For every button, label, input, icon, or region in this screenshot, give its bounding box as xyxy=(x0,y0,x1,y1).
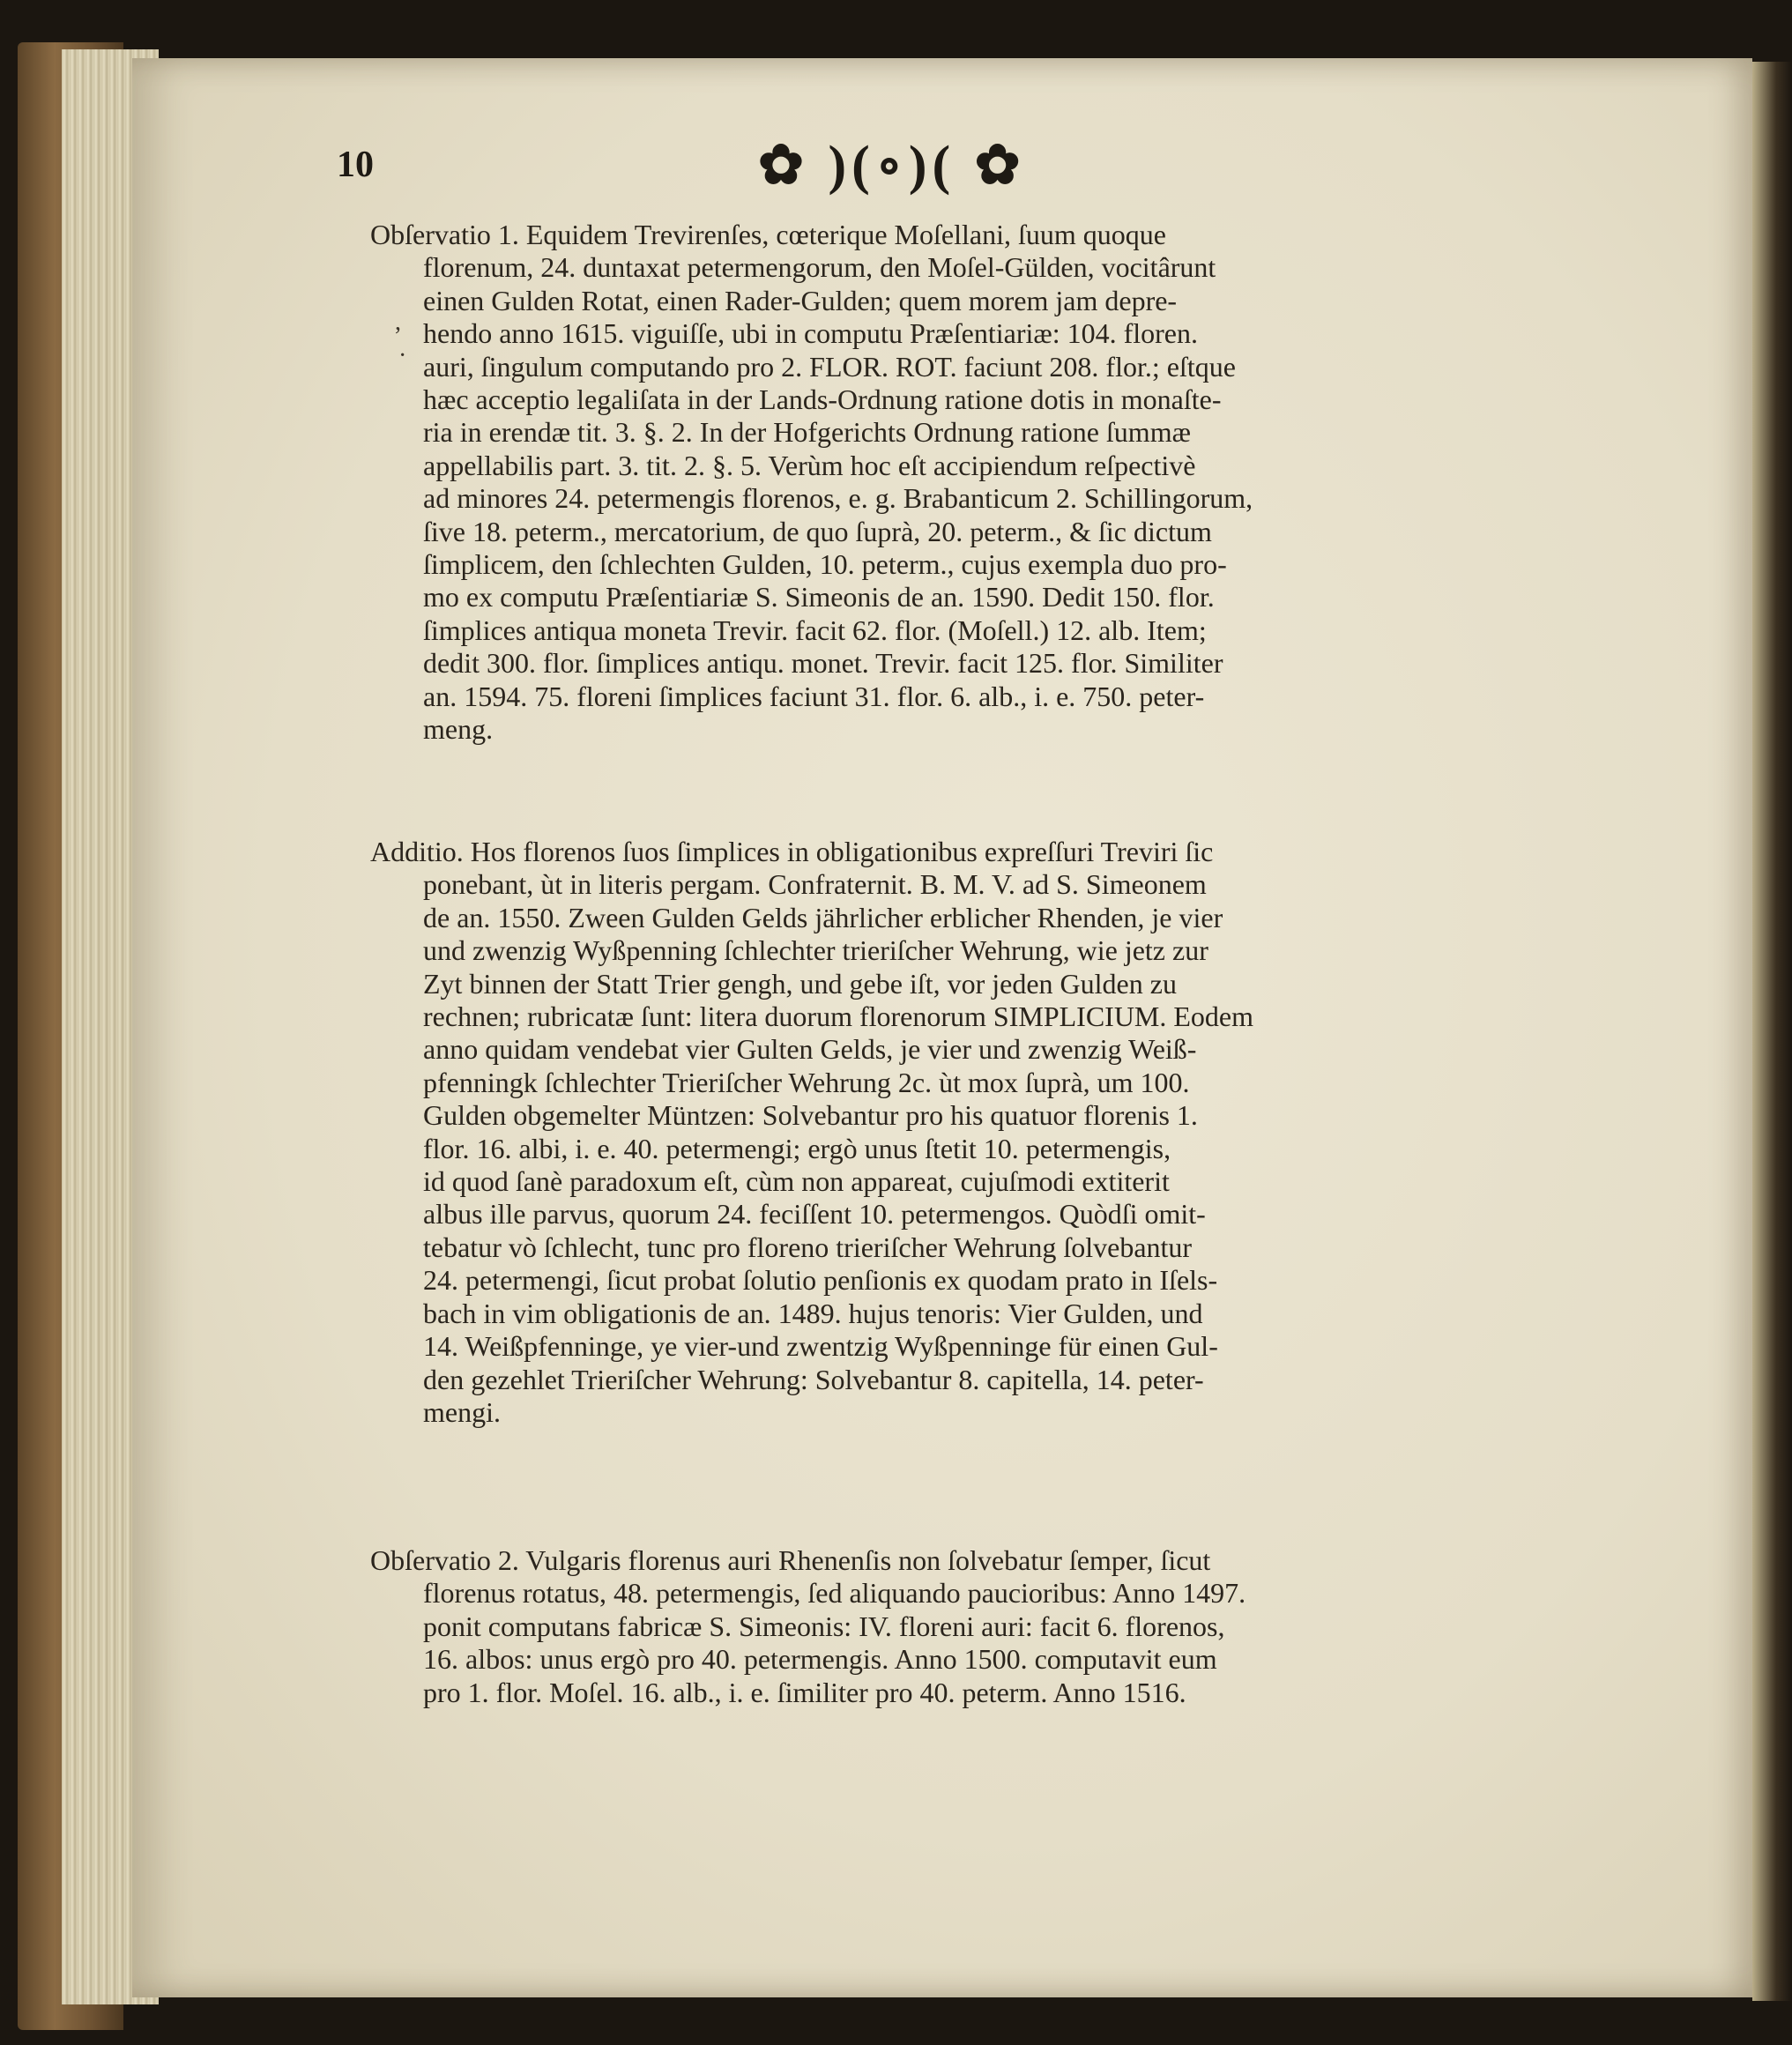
paragraph-additio xyxy=(370,836,1560,1429)
text-line: auri, ſingulum computando pro 2. FLOR. ROT. faciunt 208. flor.; eſtque xyxy=(423,350,1236,383)
text-line: pfenningk ſchlechter Trieriſcher Wehrung 2c. ùt mox ſuprà, um 100. xyxy=(423,1066,1190,1098)
text-line: ſimplicem, den ſchlechten Gulden, 10. peterm., cujus exempla duo pro- xyxy=(423,548,1227,581)
text-line: id quod ſanè paradoxum eſt, cùm non appareat, cujuſmodi extiterit xyxy=(423,1165,1170,1198)
text-line: ſive 18. peterm., mercatorium, de quo ſuprà, 20. peterm., & ſic dictum xyxy=(423,515,1212,547)
text-line: anno quidam vendebat vier Gulten Gelds, je vier und zwenzig Weiß- xyxy=(423,1033,1197,1066)
gutter-shadow xyxy=(1752,62,1792,2001)
text-line: appellabilis part. 3. tit. 2. §. 5. Verùm hoc eſt accipiendum reſpectivè xyxy=(423,449,1196,481)
text-line: florenum, 24. duntaxat petermengorum, den Moſel-Gülden, vocitârunt xyxy=(423,251,1216,284)
text-line: florenus rotatus, 48. petermengis, ſed aliquando paucioribus: Anno 1497. xyxy=(423,1577,1246,1610)
text-line: pro 1. flor. Moſel. 16. alb., i. e. ſimiliter pro 40. peterm. Anno 1516. xyxy=(423,1676,1186,1708)
text-line: ponit computans fabricæ S. Simeonis: IV. floreni auri: facit 6. florenos, xyxy=(423,1610,1225,1642)
text-line: einen Gulden Rotat, einen Rader-Gulden; quem morem jam depre- xyxy=(423,284,1178,316)
header-ornament: ✿ )(∘)( ✿ xyxy=(758,136,1026,196)
text-line: den gezehlet Trieriſcher Wehrung: Solvebantur 8. capitella, 14. peter- xyxy=(423,1363,1204,1395)
text-line: de an. 1550. Zween Gulden Gelds jährlicher erblicher Rhenden, je vier xyxy=(423,901,1223,933)
margin-mark: , xyxy=(395,309,401,336)
text-line: mengi. xyxy=(423,1395,501,1428)
text-line: meng. xyxy=(423,713,494,746)
text-line: 14. Weißpfenninge, ye vier-und zwentzig Wyßpenninge für einen Gul- xyxy=(423,1330,1218,1363)
text-line: ria in erendæ tit. 3. §. 2. In der Hofgerichts Ordnung ratione ſummæ xyxy=(423,416,1191,449)
text-line: dedit 300. flor. ſimplices antiqu. monet. Trevir. facit 125. flor. Similiter xyxy=(423,647,1223,680)
text-line: flor. 16. albi, i. e. 40. petermengi; ergò unus ſtetit 10. petermengis, xyxy=(423,1132,1171,1164)
text-line: rechnen; rubricatæ ſunt: litera duorum florenorum SIMPLICIUM. Eodem xyxy=(423,1000,1254,1033)
text-line: tebatur vò ſchlecht, tunc pro floreno trieriſcher Wehrung ſolvebantur xyxy=(423,1231,1193,1263)
text-line: Additio. Hos florenos ſuos ſimplices in obligationibus expreſſuri Treviri ſic xyxy=(370,836,1214,867)
text-line: Gulden obgemelter Müntzen: Solvebantur pro his quatuor florenis 1. xyxy=(423,1099,1198,1132)
text-line: hendo anno 1615. viguiſſe, ubi in computu Præſentiariæ: 104. floren. xyxy=(423,317,1198,350)
text-line: ad minores 24. petermengis florenos, e. g. Brabanticum 2. Schillingorum, xyxy=(423,482,1253,515)
paragraph-observatio-1 xyxy=(370,219,1560,747)
text-line: bach in vim obligationis de an. 1489. hujus tenoris: Vier Gulden, und xyxy=(423,1297,1203,1329)
page-number: 10 xyxy=(337,145,374,185)
text-line: 16. albos: unus ergò pro 40. petermengis. Anno 1500. computavit eum xyxy=(423,1643,1217,1676)
text-line: albus ille parvus, quorum 24. feciſſent 10. petermengos. Quòdſi omit- xyxy=(423,1198,1206,1231)
text-line: 24. petermengi, ſicut probat ſolutio penſionis ex quodam prato in Iſels- xyxy=(423,1264,1218,1297)
text-line: und zwenzig Wyßpenning ſchlechter trieriſcher Wehrung, wie jetz zur xyxy=(423,934,1208,967)
margin-mark: · xyxy=(398,342,407,369)
paragraph-observatio-2 xyxy=(370,1544,1560,1709)
text-line: ponebant, ùt in literis pergam. Confraternit. B. M. V. ad S. Simeonem xyxy=(423,868,1207,901)
text-line: Zyt binnen der Statt Trier gengh, und gebe iſt, vor jeden Gulden zu xyxy=(423,967,1177,1000)
text-line: Obſervatio 1. Equidem Trevirenſes, cœterique Moſellani, ſuum quoque xyxy=(370,219,1166,250)
text-line: hæc acceptio legaliſata in der Lands-Ordnung ratione dotis in monaſte- xyxy=(423,383,1222,416)
text-line: mo ex computu Præſentiariæ S. Simeonis de an. 1590. Dedit 150. flor. xyxy=(423,581,1215,614)
text-line: an. 1594. 75. floreni ſimplices faciunt 31. flor. 6. alb., i. e. 750. peter- xyxy=(423,680,1205,712)
text-line: Obſervatio 2. Vulgaris florenus auri Rhenenſis non ſolvebatur ſemper, ſicut xyxy=(370,1544,1211,1576)
text-line: ſimplices antiqua moneta Trevir. facit 62. flor. (Moſell.) 12. alb. Item; xyxy=(423,614,1207,646)
